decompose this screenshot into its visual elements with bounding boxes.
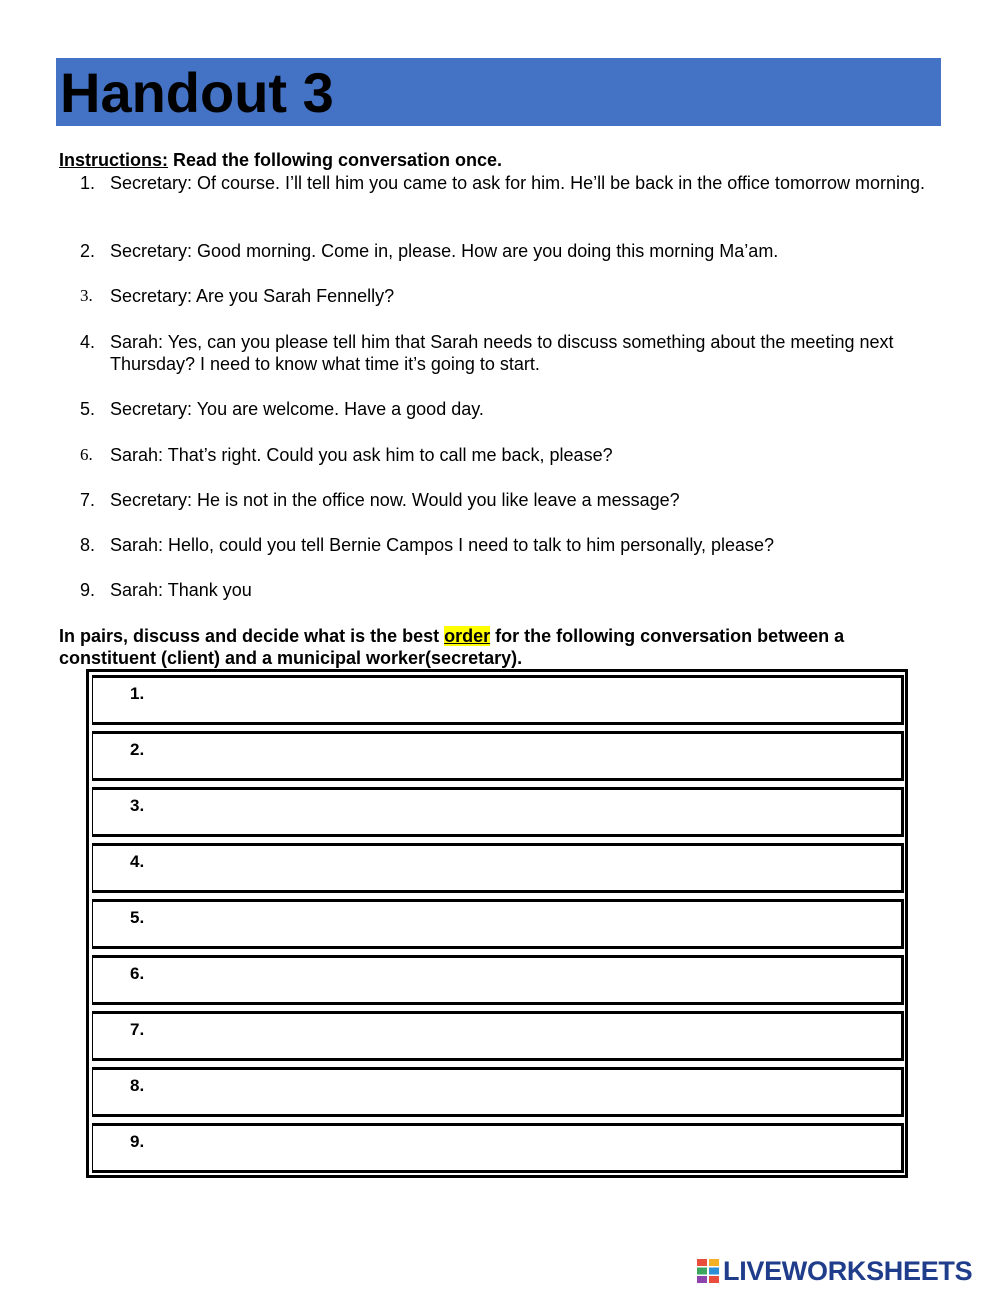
item-number: 8.: [80, 535, 96, 555]
answer-row[interactable]: [92, 1123, 904, 1173]
answer-row[interactable]: [92, 1067, 904, 1117]
item-text: Sarah: Hello, could you tell Bernie Campos I need to talk to him personally, please?: [110, 535, 775, 555]
instructions-label: Instructions:: [59, 150, 169, 170]
item-number: 2.: [80, 241, 96, 261]
item-number: 7.: [80, 490, 96, 510]
item-text: Sarah: Thank you: [110, 580, 252, 600]
pairs-text-after: for the following conversation between a constituent (client) and a municipal worker(secretary).: [59, 626, 845, 668]
highlighted-word: order: [444, 626, 491, 646]
instructions-text: Read the following conversation once.: [168, 150, 503, 170]
instructions: [59, 149, 502, 171]
row-number: 6.: [130, 964, 145, 983]
item-number: 3.: [80, 286, 93, 305]
item-text: Secretary: Of course. I’ll tell him you came to ask for him. He’ll be back in the office tomorrow morning.: [110, 173, 925, 193]
row-number: 1.: [130, 684, 145, 703]
row-number: 5.: [130, 908, 145, 927]
answer-row[interactable]: [92, 955, 904, 1005]
answer-table: [86, 669, 908, 1178]
item-text: Secretary: Good morning. Come in, please. How are you doing this morning Ma’am.: [110, 241, 779, 261]
answer-row[interactable]: [92, 1011, 904, 1061]
logo-text: LIVEWORKSHEETS: [723, 1256, 973, 1286]
page-title: Handout 3: [60, 61, 334, 124]
item-number: 1.: [80, 173, 96, 193]
answer-row[interactable]: [92, 843, 904, 893]
row-number: 2.: [130, 740, 145, 759]
item-text: Sarah: That’s right. Could you ask him to call me back, please?: [110, 445, 613, 465]
pairs-instruction: [59, 625, 939, 669]
answer-row[interactable]: [92, 731, 904, 781]
item-text: Secretary: He is not in the office now. Would you like leave a message?: [110, 490, 680, 510]
title-banner: [56, 58, 941, 126]
item-text: Sarah: Yes, can you please tell him that Sarah needs to discuss something about the meeting next Thursday? I need to know what time it’s going to start.: [110, 332, 894, 374]
item-number: 4.: [80, 332, 96, 352]
item-number: 9.: [80, 580, 96, 600]
answer-row[interactable]: [92, 899, 904, 949]
item-number: 5.: [80, 399, 96, 419]
answer-row[interactable]: [92, 675, 904, 725]
row-number: 8.: [130, 1076, 145, 1095]
item-text: Secretary: Are you Sarah Fennelly?: [110, 286, 395, 306]
liveworksheets-logo[interactable]: [697, 1256, 997, 1286]
row-number: 9.: [130, 1132, 145, 1151]
row-number: 4.: [130, 852, 145, 871]
pairs-text-before: In pairs, discuss and decide what is the best: [59, 626, 445, 646]
row-number: 3.: [130, 796, 145, 815]
answer-row[interactable]: [92, 787, 904, 837]
row-number: 7.: [130, 1020, 145, 1039]
item-text: Secretary: You are welcome. Have a good day.: [110, 399, 484, 419]
item-number: 6.: [80, 445, 93, 464]
liveworksheets-logo-icon: [697, 1259, 719, 1283]
